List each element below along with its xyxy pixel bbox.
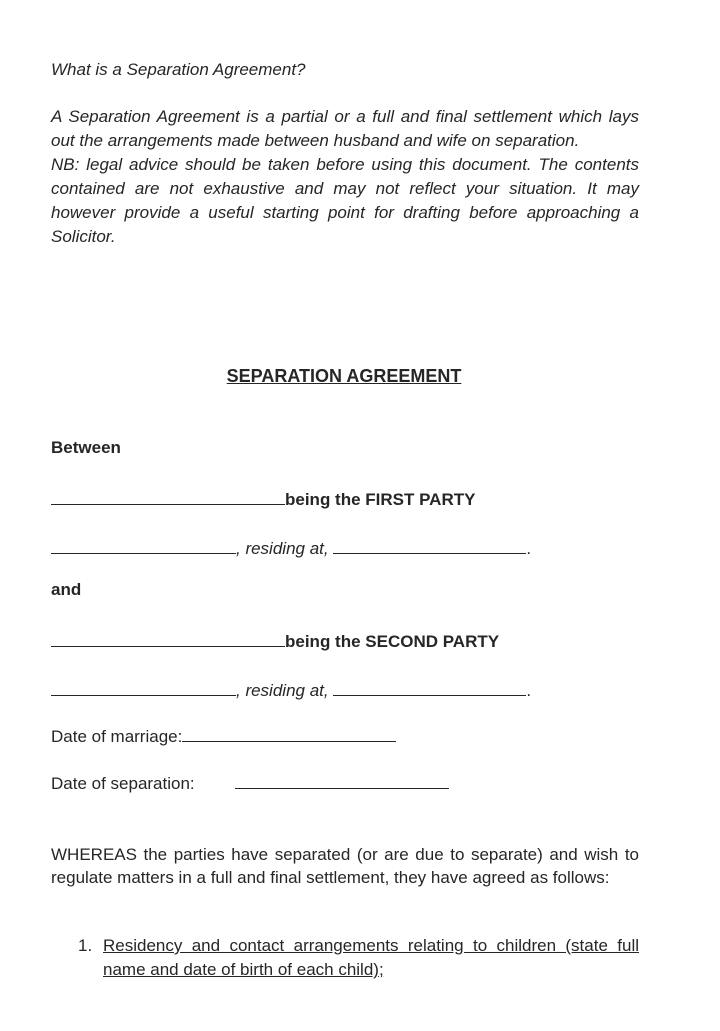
- first-party-address-row: [51, 535, 531, 559]
- first-party-period: .: [526, 539, 532, 558]
- first-party-name-short-blank[interactable]: [51, 535, 236, 554]
- date-of-separation-blank[interactable]: [235, 770, 449, 789]
- date-of-separation-row: [51, 770, 449, 794]
- intro-body: [51, 105, 639, 249]
- first-party-address-blank[interactable]: [333, 535, 526, 554]
- second-party-address-row: [51, 677, 531, 701]
- between-label: Between: [51, 438, 121, 457]
- first-party-role: being the FIRST PARTY: [285, 490, 476, 509]
- intro-definition: A Separation Agreement is a partial or a full and final settlement which lays out the arrangements made between husband and wife on separation.: [51, 107, 639, 150]
- second-party-role: being the SECOND PARTY: [285, 632, 500, 651]
- date-of-marriage-blank[interactable]: [182, 723, 396, 742]
- and-label: and: [51, 580, 82, 599]
- second-party-row: [51, 628, 499, 652]
- clause-text: Residency and contact arrangements relating to children (state full name and date of birth of each child);: [103, 936, 639, 979]
- intro-nb: NB: legal advice should be taken before using this document. The contents contained are not exhaustive and may not reflect your situation. It may however provide a useful starting point for drafting before approaching a Solicitor.: [51, 155, 639, 246]
- date-of-separation-label: Date of separation:: [51, 774, 195, 793]
- first-party-name-blank[interactable]: [51, 486, 285, 505]
- second-party-residing-label: , residing at,: [236, 681, 329, 700]
- second-party-period: .: [526, 681, 532, 700]
- second-party-address-blank[interactable]: [333, 677, 526, 696]
- first-party-row: [51, 486, 475, 510]
- date-of-marriage-row: [51, 723, 396, 747]
- date-of-marriage-label: Date of marriage:: [51, 727, 183, 746]
- second-party-name-short-blank[interactable]: [51, 677, 236, 696]
- clause-number: 1.: [78, 936, 93, 955]
- document-title: SEPARATION AGREEMENT: [226, 366, 462, 386]
- whereas-paragraph: WHEREAS the parties have separated (or are due to separate) and wish to regulate matters in a full and final settlement, they have agreed as follows:: [51, 845, 639, 887]
- intro-question: What is a Separation Agreement?: [51, 60, 306, 79]
- second-party-name-blank[interactable]: [51, 628, 285, 647]
- first-party-residing-label: , residing at,: [236, 539, 329, 558]
